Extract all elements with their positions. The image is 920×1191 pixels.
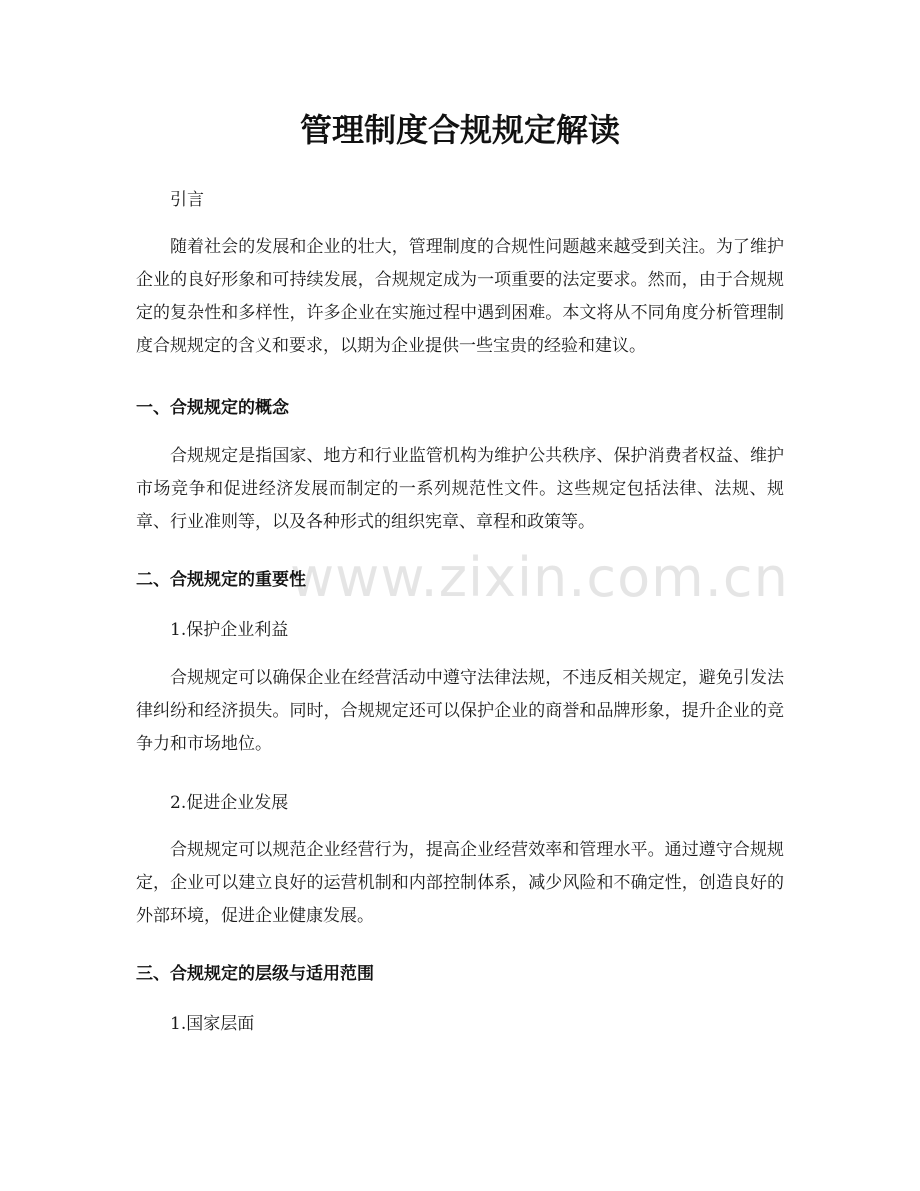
document-title: 管理制度合规规定解读 [299, 111, 620, 149]
section-2-sub-1-paragraph: 合规规定可以确保企业在经营活动中遵守法律法规，不违反相关规定，避免引发法律纠纷和经济损失。同时，合规规定还可以保护企业的商誉和品牌形象，提升企业的竞争力和市场地位。 [136, 668, 784, 754]
watermark: www.zixin.com.cn [290, 546, 789, 609]
section-2-sub-2-paragraph: 合规规定可以规范企业经营行为，提高企业经营效率和管理水平。通过遵守合规规定，企业可以建立良好的运营机制和内部控制体系，减少风险和不确定性，创造良好的外部环境，促进企业健康发展。 [136, 840, 784, 926]
section-3-sub-1-label: 1.国家层面 [170, 1014, 255, 1034]
intro-label: 引言 [170, 190, 204, 210]
section-1-paragraph: 合规规定是指国家、地方和行业监管机构为维护公共秩序、保护消费者权益、维护市场竞争和促进经济发展而制定的一系列规范性文件。这些规定包括法律、法规、规章、行业准则等，以及各种形式的组织宪章、章程和政策等。 [136, 446, 784, 532]
intro-paragraph: 随着社会的发展和企业的壮大，管理制度的合规性问题越来越受到关注。为了维护企业的良好形象和可持续发展，合规规定成为一项重要的法定要求。然而，由于合规规定的复杂性和多样性，许多企业在实施过程中遇到困难。本文将从不同角度分析管理制度合规规定的含义和要求，以期为企业提供一些宝贵的经验和建议。 [136, 237, 784, 356]
section-1-heading: 一、合规规定的概念 [136, 398, 289, 418]
section-2-sub-1-label: 1.保护企业利益 [170, 620, 289, 640]
section-2-sub-2-label: 2.促进企业发展 [170, 793, 289, 813]
section-3-heading: 三、合规规定的层级与适用范围 [136, 964, 374, 984]
section-2-heading: 二、合规规定的重要性 [136, 570, 306, 590]
